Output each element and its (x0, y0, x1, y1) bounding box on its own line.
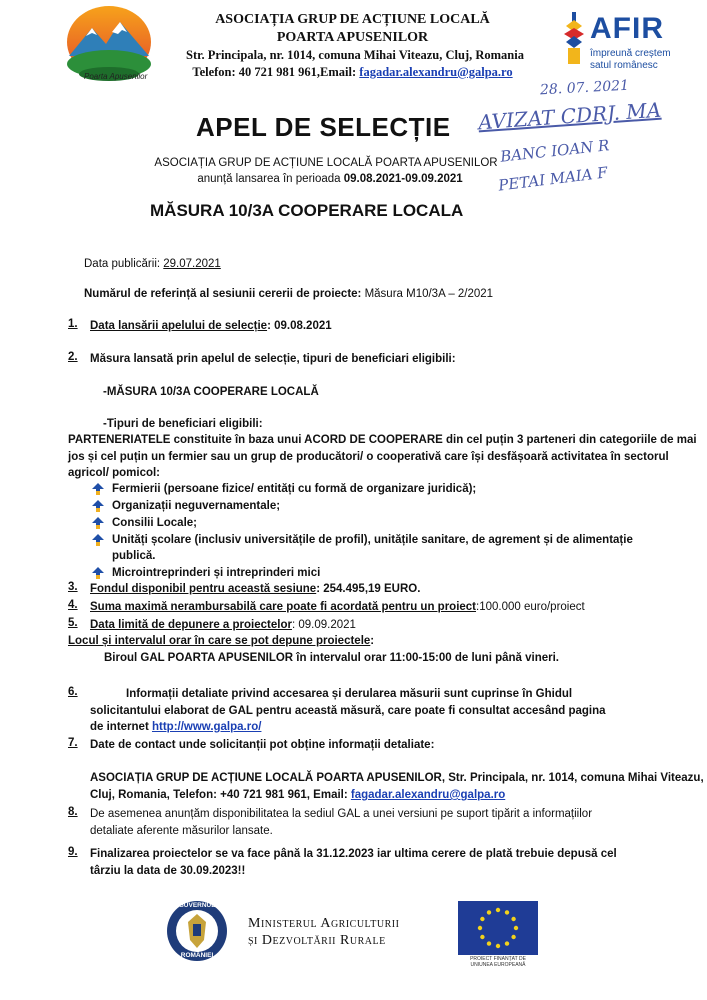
beneficiary-paragraph-3: agricol/ pomicol: (68, 467, 161, 479)
item-3-value: : 254.495,19 EURO. (316, 583, 421, 595)
gov-seal-top-text: GUVERNUL (178, 902, 216, 909)
item-3-label: Fondul disponibil pentru această sesiune (90, 583, 317, 595)
item-number-8: 8. (68, 806, 78, 818)
bullet-councils: Consilii Locale; (112, 517, 197, 529)
item-4-label: Suma maximă nerambursabilă care poate fi acordată pentru un proiect (90, 601, 477, 613)
eu-flag (458, 901, 538, 967)
afir-emblem-icon (562, 12, 586, 66)
bullet-schools: Unități școlare (inclusiv universitățile de profil), unitățile sanitare, de agrement și de alimentație (112, 534, 633, 546)
item-5-label: Data limită de depunere a proiectelor (90, 619, 292, 631)
item-4-value: :100.000 euro/proiect (476, 601, 585, 613)
website-link[interactable]: http://www.galpa.ro/ (151, 721, 262, 733)
afir-name: AFIR (590, 12, 664, 45)
item-6-line-1: Informații detaliate privind accesarea și derularea măsurii sunt cuprinse în Ghidul (126, 688, 573, 700)
header-email-link[interactable]: fagadar.alexandru@galpa.ro (359, 65, 513, 79)
bullet-farmers: Fermierii (persoane fizice/ entități cu formă de organizare juridică); (112, 483, 477, 495)
afir-logo (560, 10, 700, 80)
item-1 (90, 318, 332, 335)
handwritten-approval: AVIZAT CDRJ. MA (477, 97, 662, 135)
item-9-line-1: Finalizarea proiectelor se va face până la 31.12.2023 iar ultima cerere de plată trebuie depusă cel (90, 848, 617, 860)
beneficiary-paragraph-1: PARTENERIATELE constituite în baza unui ACORD DE COOPERARE din cel puțin 3 parteneri din categoriile de mai (68, 434, 697, 446)
org-name: ASOCIAȚIA GRUP DE ACȚIUNE LOCALĂ (215, 12, 490, 27)
page-title: APEL DE SELECȚIE (196, 112, 451, 142)
contact-prefix: Cluj, Romania, Telefon: +40 721 981 961, Email: (90, 789, 351, 801)
bullet-arrow-icon (92, 517, 104, 529)
logo-text: Poarta Apusenilor (84, 72, 148, 81)
bullet-arrow-icon (92, 534, 104, 546)
item-1-label: Data lansării apelului de selecție (90, 320, 268, 332)
item-number-2: 2. (68, 351, 78, 363)
government-seal (166, 900, 228, 962)
item-7: Date de contact unde solicitanții pot obține informații detaliate: (90, 739, 435, 751)
contact-line-2 (90, 787, 505, 804)
afir-slogan-2: satul românesc (590, 60, 658, 71)
item-8-line-2: detaliate aferente măsurilor lansate. (90, 825, 273, 837)
gov-seal-bottom-text: ROMÂNIEI (180, 952, 214, 959)
item-4 (90, 599, 585, 616)
reference-number (84, 286, 493, 303)
contact-line-1: ASOCIAȚIA GRUP DE ACȚIUNE LOCALĂ POARTA APUSENILOR, Str. Principala, nr. 1014, comuna Mihai Viteazu, (90, 772, 704, 784)
bullet-arrow-icon (92, 500, 104, 512)
org-contact (160, 65, 545, 80)
measure-title: MĂSURA 10/3A COOPERARE LOCALA (150, 201, 464, 220)
submission-place (68, 633, 374, 650)
ministry-line-1: Ministerul Agriculturii (248, 916, 400, 931)
item-8-line-1: De asemenea anunțăm disponibilitatea la sediul GAL a unei versiuni pe suport tipărit a informațiilor (90, 808, 593, 820)
eu-caption-2: UNIUNEA EUROPEANĂ (470, 962, 526, 968)
eu-caption-1: PROIECT FINANȚAT DE (470, 956, 526, 962)
org-address: Str. Principala, nr. 1014, comuna Mihai Viteazu, Cluj, Romania (186, 48, 524, 62)
item-3 (90, 581, 420, 598)
beneficiary-heading: -Tipuri de beneficiari eligibili: (103, 418, 263, 430)
bullet-ngo: Organizații neguvernamentale; (112, 500, 281, 512)
item-6-line-3 (90, 719, 261, 736)
reference-label: Numărul de referință al sesiunii cererii de proiecte: (84, 288, 365, 300)
item-number-9: 9. (68, 846, 78, 858)
item-number-7: 7. (68, 737, 78, 749)
phone-text: Telefon: 40 721 981 961,Email: (192, 65, 360, 79)
item-number-6: 6. (68, 686, 78, 698)
publication-value: 29.07.2021 (163, 258, 221, 270)
subtitle-line-2 (150, 173, 510, 185)
org-subname: POARTA APUSENILOR (276, 30, 429, 45)
handwritten-name-2: PETAI MAIA F (497, 163, 609, 195)
publication-date (84, 256, 221, 273)
submission-place-value: Biroul GAL POARTA APUSENILOR în intervalul orar 11:00-15:00 de luni până vineri. (104, 652, 559, 664)
submission-place-colon: : (370, 635, 375, 647)
bullet-schools-cont: publică. (112, 550, 156, 562)
publication-label: Data publicării: (84, 258, 164, 270)
subtitle-prefix: anunță lansarea în perioada (197, 173, 344, 185)
item-number-3: 3. (68, 581, 78, 593)
afir-slogan-1: împreună creștem (590, 48, 671, 59)
gal-logo (64, 4, 154, 86)
item-5-value: : 09.09.2021 (291, 619, 356, 631)
bullet-arrow-icon (92, 567, 104, 579)
ministry-line-2: și Dezvoltării Rurale (248, 933, 386, 948)
measure-line: -MĂSURA 10/3A COOPERARE LOCALĂ (103, 386, 319, 398)
item-6-prefix: de internet (90, 721, 152, 733)
reference-value: Măsura M10/3A – 2/2021 (364, 288, 494, 300)
item-9-line-2: târziu la data de 30.09.2023!! (90, 865, 246, 877)
handwritten-date: 28. 07. 2021 (539, 77, 630, 99)
eu-flag-icon (458, 901, 538, 955)
submission-place-label: Locul și intervalul orar în care se pot depune proiectele (68, 635, 371, 647)
subtitle-line-1: ASOCIAȚIA GRUP DE ACȚIUNE LOCALĂ POARTA APUSENILOR (154, 157, 498, 169)
item-1-value: : 09.08.2021 (267, 320, 332, 332)
item-number-1: 1. (68, 318, 78, 330)
item-2: Măsura lansată prin apelul de selecție, tipuri de beneficiari eligibili: (90, 353, 456, 365)
item-number-5: 5. (68, 617, 78, 629)
bullet-arrow-icon (92, 483, 104, 495)
beneficiary-paragraph-2: jos și cel puțin un fermier sau un grup de producători/ o cooperativă care își desfășoară activitatea în sectorul (68, 451, 669, 463)
bullet-enterprises: Microintreprinderi și intreprinderi mici (112, 567, 321, 579)
item-5 (90, 617, 356, 634)
item-6-line-2: solicitantului elaborat de GAL pentru această măsură, care poate fi consultat accesând pagina (90, 705, 606, 717)
item-number-4: 4. (68, 599, 78, 611)
handwritten-name-1: BANC IOAN R (499, 136, 611, 166)
contact-email-link[interactable]: fagadar.alexandru@galpa.ro (350, 789, 506, 801)
subtitle-period: 09.08.2021-09.09.2021 (343, 173, 463, 185)
